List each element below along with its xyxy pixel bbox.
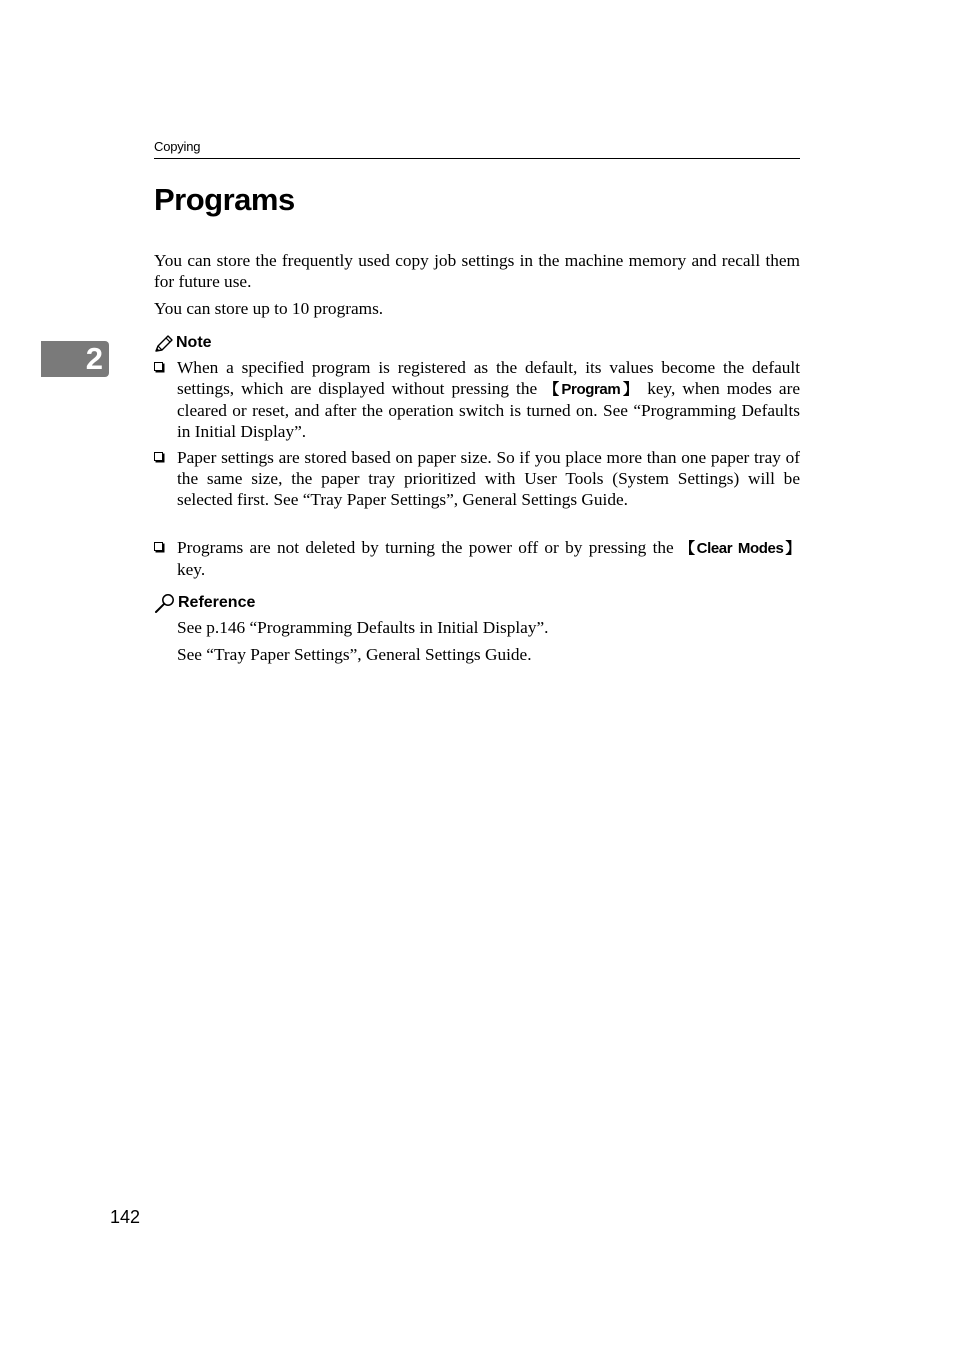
note-item-1 bbox=[154, 357, 800, 442]
checkbox-bullet-icon bbox=[154, 542, 163, 551]
note-item-2 bbox=[154, 447, 800, 510]
checkbox-bullet-icon bbox=[154, 362, 163, 371]
magnifier-icon bbox=[154, 593, 176, 613]
note-item-1-text-a: When a specified program is registered as the default, its values become the default settings, which are displayed without pressing the bbox=[177, 358, 800, 398]
intro-paragraph-1: You can store the frequently used copy job settings in the machine memory and recall them for future use. bbox=[154, 251, 800, 291]
reference-heading bbox=[154, 593, 255, 613]
note-heading bbox=[154, 333, 212, 353]
intro-paragraph-2: You can store up to 10 programs. bbox=[154, 299, 384, 318]
program-key-label: 【Program】 bbox=[544, 381, 641, 398]
note-item-3 bbox=[154, 537, 800, 580]
note-item-3-text-a: Programs are not deleted by turning the power off or by pressing the bbox=[177, 538, 681, 557]
note-heading-label: Note bbox=[176, 334, 212, 351]
clear-modes-key-label: 【Clear Modes】 bbox=[680, 540, 801, 557]
chapter-tab: 2 bbox=[41, 341, 109, 377]
note-item-2-text: Paper settings are stored based on paper size. So if you place more than one paper tray of the same size, the paper tray prioritized with User Tools (System Settings) will be selected first. See “Tray Paper Settings”, General Settings Guide. bbox=[177, 448, 800, 509]
page-number: 142 bbox=[110, 1207, 141, 1227]
checkbox-bullet-icon bbox=[154, 452, 163, 461]
reference-heading-label: Reference bbox=[178, 594, 256, 611]
reference-line-2: See “Tray Paper Settings”, General Settings Guide. bbox=[177, 645, 532, 664]
header-rule bbox=[154, 158, 800, 159]
header-section-label: Copying bbox=[154, 139, 201, 154]
note-item-3-text-b: key. bbox=[177, 560, 206, 579]
note-item-1-text-b: key, when modes are cleared or reset, and after the operation switch is turned on. See “Programming Defaults in Initial Display”. bbox=[177, 379, 800, 441]
reference-line-1: See p.146 “Programming Defaults in Initial Display”. bbox=[177, 618, 549, 637]
pencil-icon bbox=[154, 335, 174, 353]
page-title: Programs bbox=[154, 182, 295, 217]
